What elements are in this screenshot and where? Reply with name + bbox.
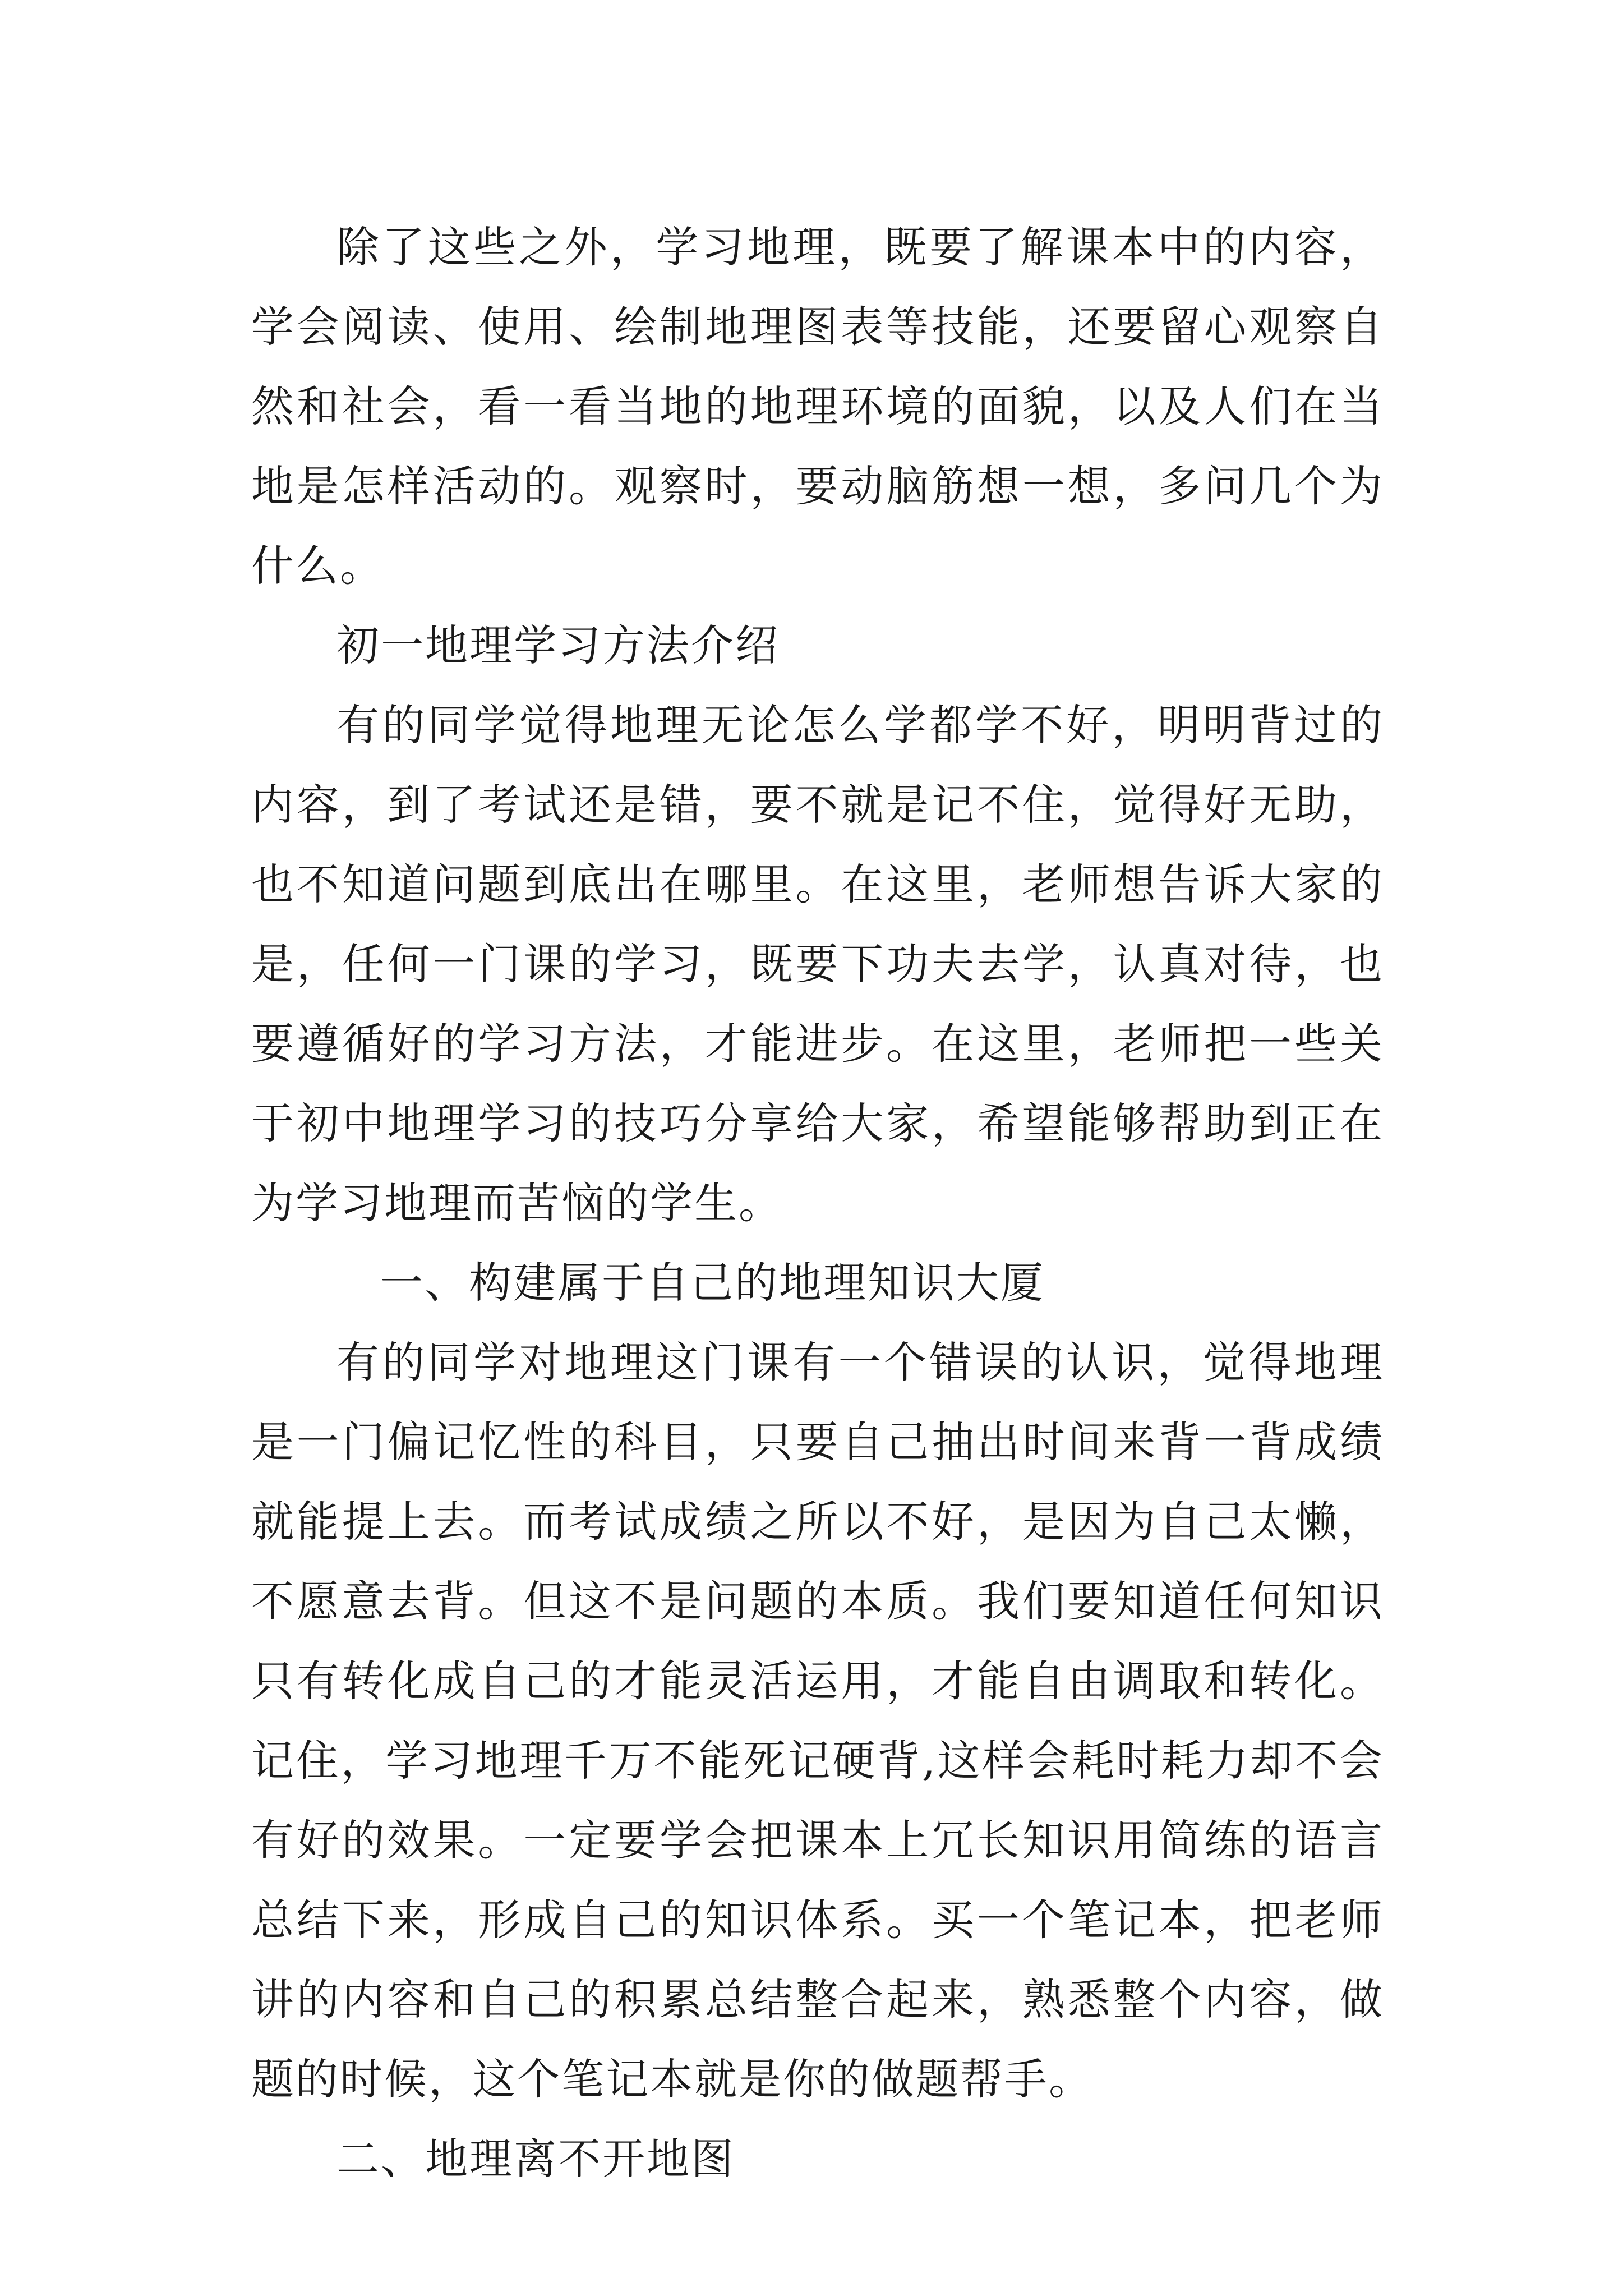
paragraph-knowledge-building: 有的同学对地理这门课有一个错误的认识，觉得地理是一门偏记忆性的科目，只要自己抽出时间来背一背成绩就能提上去。而考试成绩之所以不好，是因为自己太懒，不愿意去背。但这不是问题的本质。我们要知道任何知识只有转化成自己的才能灵活运用，才能自由调取和转化。记住，学习地理千万不能死记硬背,这样会耗时耗力却不会有好的效果。一定要学会把课本上冗长知识用简练的语言总结下来，形成自己的知识体系。买一个笔记本，把老师讲的内容和自己的积累总结整合起来，熟悉整个内容，做题的时候，这个笔记本就是你的做题帮手。 [251,1337,1384,2104]
section-heading-maps: 二、地理离不开地图 [336,2134,735,2184]
section-title-method-intro: 初一地理学习方法介绍 [336,620,780,670]
document-body [251,208,1384,2199]
paragraph-intro: 有的同学觉得地理无论怎么学都学不好，明明背过的内容，到了考试还是错，要不就是记不住，觉得好无助，也不知道问题到底出在哪里。在这里，老师想告诉大家的是，任何一门课的学习，既要下功夫去学，认真对待，也要遵循好的学习方法，才能进步。在这里，老师把一些关于初中地理学习的技巧分享给大家，希望能够帮助到正在为学习地理而苦恼的学生。 [251,700,1384,1228]
section-heading-knowledge-building: 一、构建属于自己的地理知识大厦 [380,1258,1045,1308]
paragraph-study-approach: 除了这些之外，学习地理，既要了解课本中的内容，学会阅读、使用、绘制地理图表等技能，还要留心观察自然和社会，看一看当地的地理环境的面貌，以及人们在当地是怎样活动的。观察时，要动脑筋想一想，多问几个为什么。 [251,222,1384,591]
